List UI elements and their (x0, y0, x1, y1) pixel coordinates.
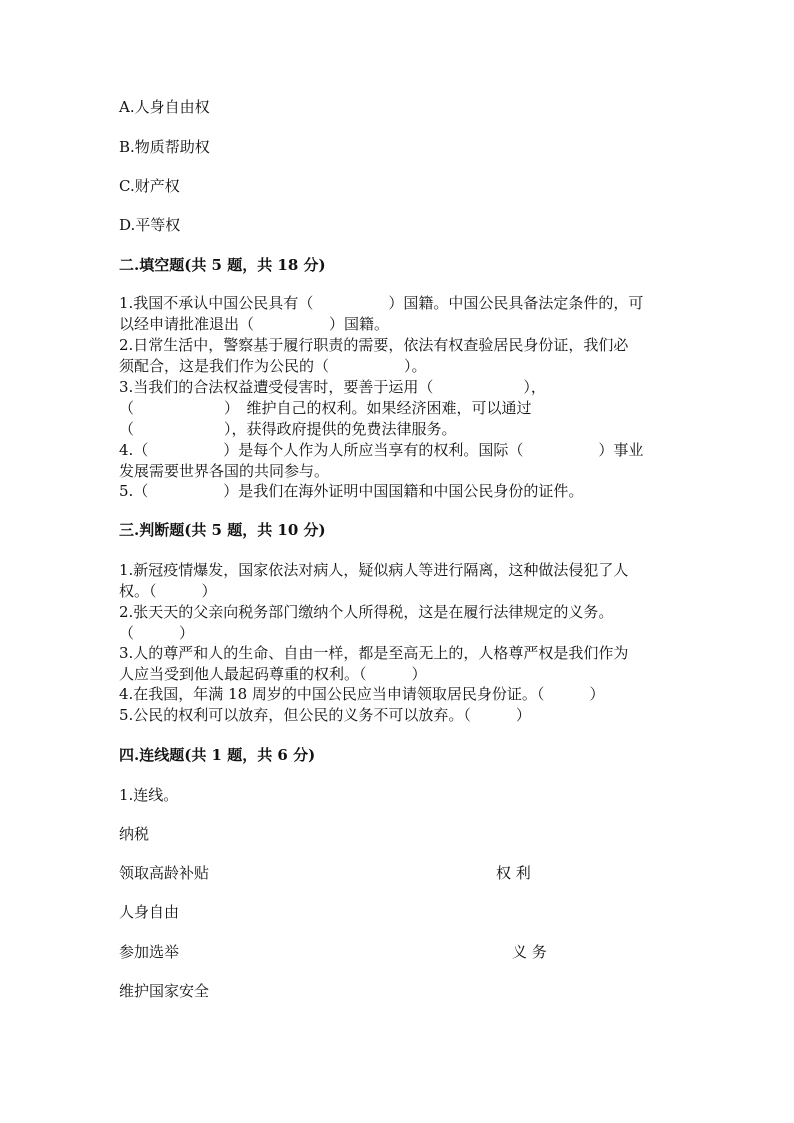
judgement-line: 权。（ ） (119, 582, 217, 600)
option-c: C.财产权 (119, 177, 180, 195)
fill-blank-line: 5.（ ）是我们在海外证明中国国籍和中国公民身份的证件。 (119, 482, 584, 500)
option-d: D.平等权 (119, 216, 181, 234)
matching-left-item: 纳税 (119, 825, 150, 843)
matching-left-item: 人身自由 (119, 903, 180, 921)
matching-prompt: 1.连线。 (119, 786, 179, 804)
matching-right-item-rights: 权 利 (496, 864, 531, 882)
fill-blank-line: （ ） 维护自己的权利。如果经济困难，可以通过 (119, 399, 532, 417)
matching-right-item-duties: 义 务 (512, 943, 547, 961)
option-a: A.人身自由权 (119, 98, 210, 116)
matching-left-item: 领取高龄补贴 (119, 864, 210, 882)
judgement-line: 3.人的尊严和人的生命、自由一样，都是至高无上的，人格尊严权是我们作为 (119, 644, 629, 662)
matching-left-item: 维护国家安全 (119, 982, 210, 1000)
fill-blank-line: 4.（ ）是每个人作为人所应当享有的权利。国际（ ）事业 (119, 441, 644, 459)
section-heading-judgement: 三.判断题(共 5 题，共 10 分) (119, 521, 326, 539)
fill-blank-line: 以经申请批准退出（ ）国籍。 (119, 315, 390, 333)
matching-left-item: 参加选举 (119, 943, 180, 961)
fill-blank-line: （ ），获得政府提供的免费法律服务。 (119, 420, 457, 438)
fill-blank-line: 1.我国不承认中国公民具有（ ）国籍。中国公民具备法定条件的，可 (119, 294, 644, 312)
section-heading-fill-blank: 二.填空题(共 5 题，共 18 分) (119, 256, 326, 274)
judgement-line: 5.公民的权利可以放弃，但公民的义务不可以放弃。（ ） (119, 706, 531, 724)
judgement-line: 人应当受到他人最起码尊重的权利。（ ） (119, 665, 427, 683)
option-b: B.物质帮助权 (119, 138, 210, 156)
fill-blank-line: 2.日常生活中，警察基于履行职责的需要，依法有权查验居民身份证，我们必 (119, 336, 629, 354)
judgement-line: 1.新冠疫情爆发，国家依法对病人，疑似病人等进行隔离，这种做法侵犯了人 (119, 561, 629, 579)
fill-blank-line: 须配合，这是我们作为公民的（ ）。 (119, 357, 427, 375)
fill-blank-line: 3.当我们的合法权益遭受侵害时，要善于运用（ ）， (119, 378, 546, 396)
judgement-line: （ ） (119, 624, 195, 642)
fill-blank-line: 发展需要世界各国的共同参与。 (119, 462, 330, 480)
section-heading-matching: 四.连线题(共 1 题，共 6 分) (119, 746, 316, 764)
judgement-line: 4.在我国，年满 18 周岁的中国公民应当申请领取居民身份证。（ ） (119, 685, 605, 703)
judgement-line: 2.张天天的父亲向税务部门缴纳个人所得税，这是在履行法律规定的义务。 (119, 603, 614, 621)
